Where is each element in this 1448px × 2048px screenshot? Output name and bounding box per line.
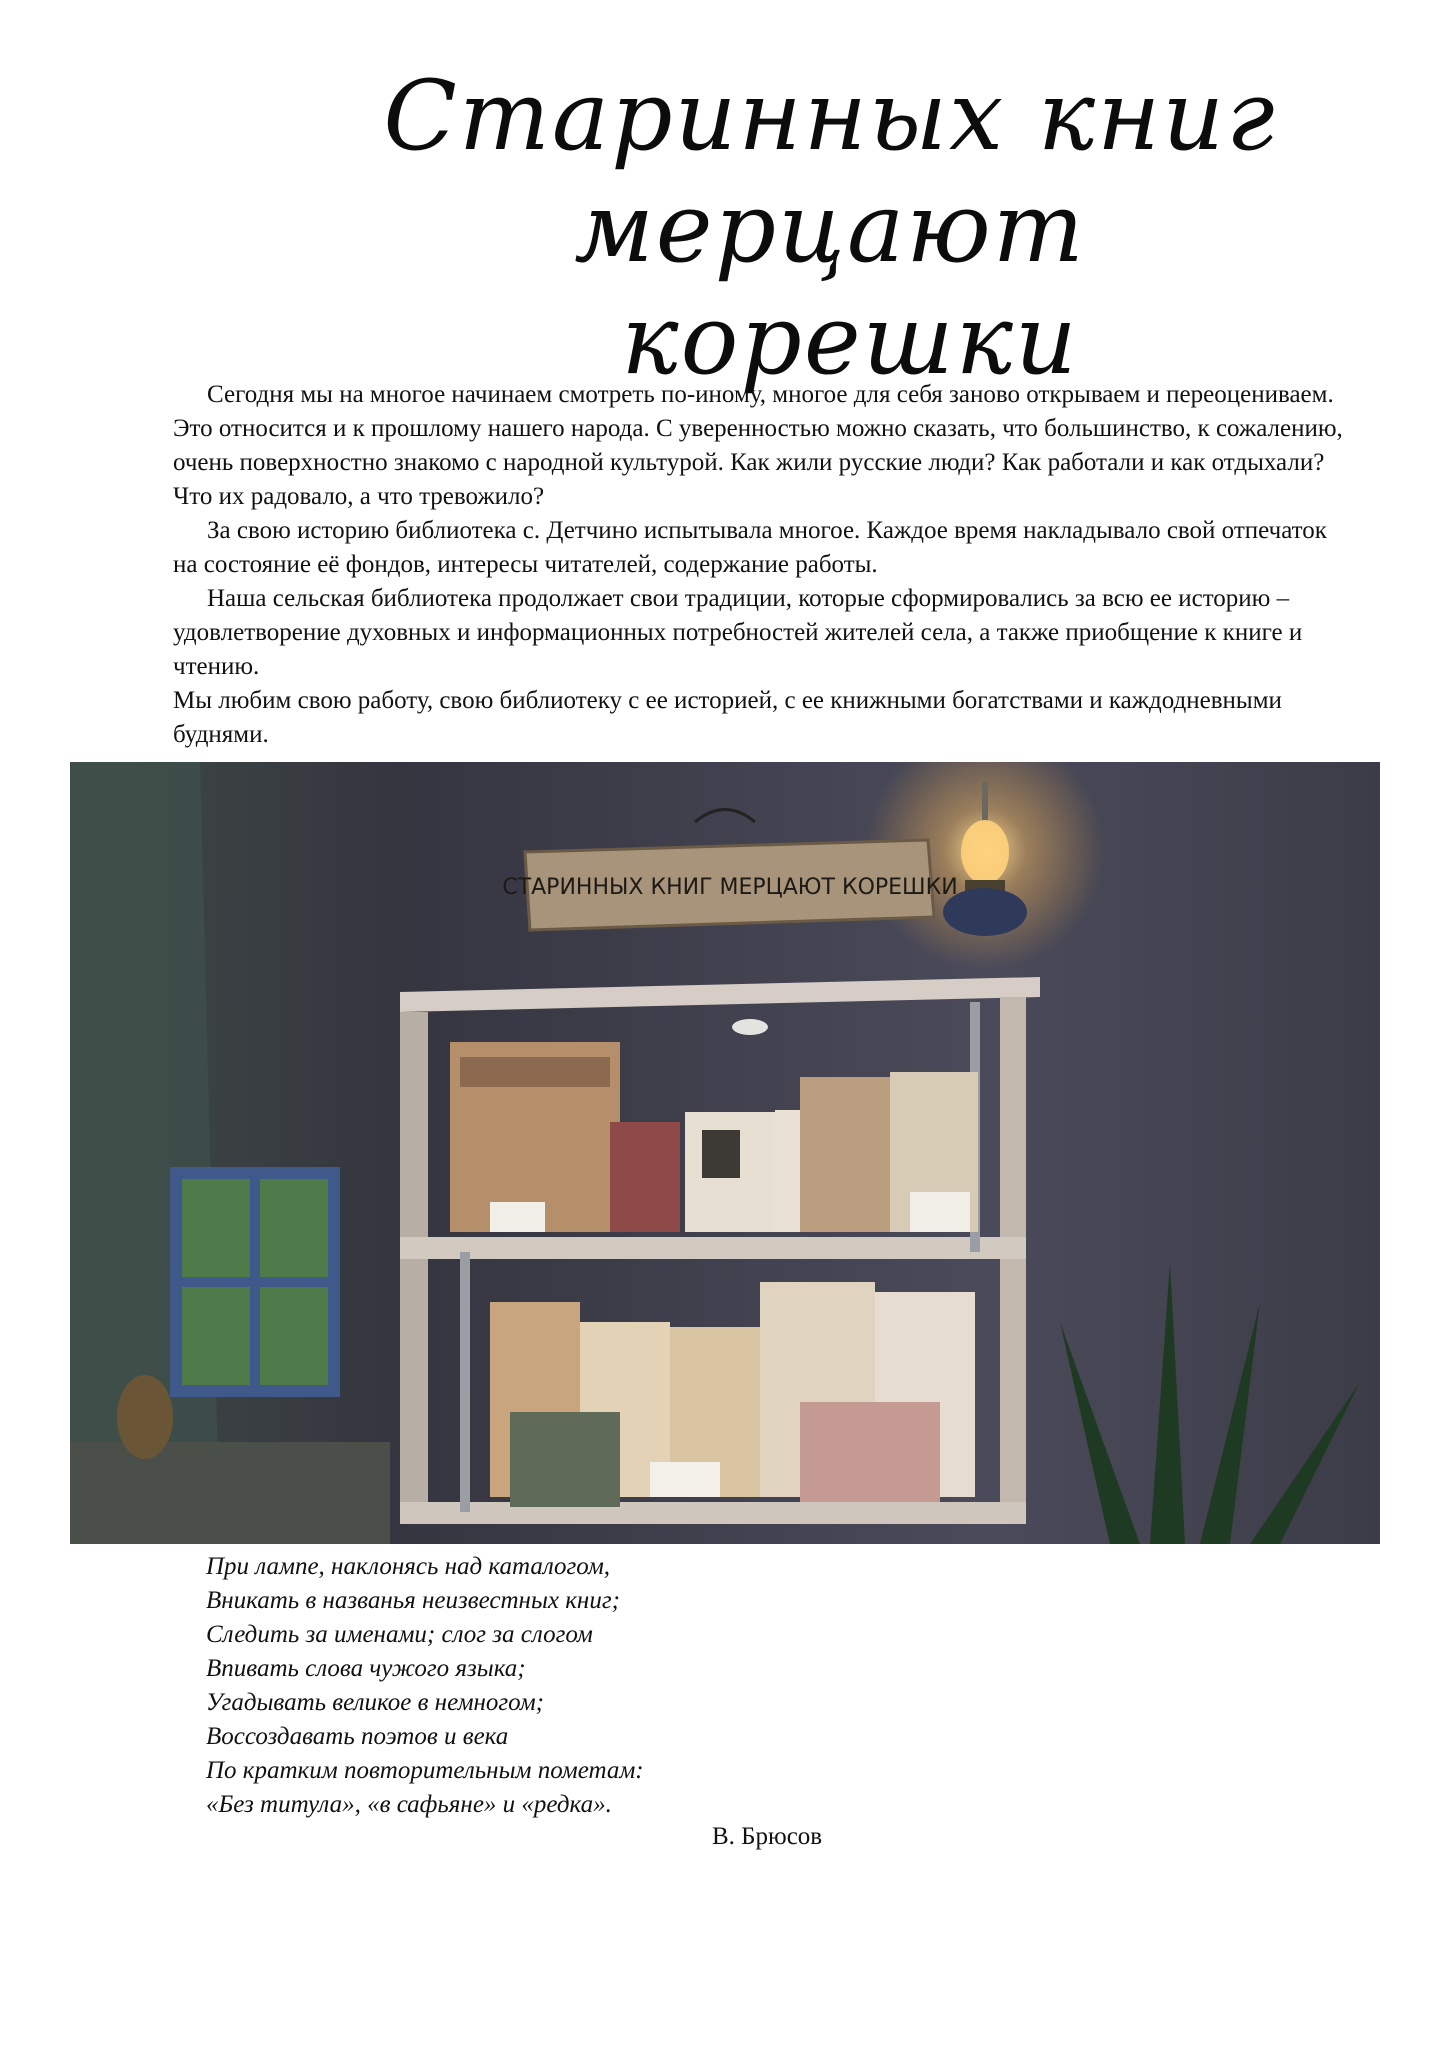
bookshelf-photo (70, 762, 1380, 1544)
poem (206, 1550, 1106, 1822)
poem-line: Угадывать великое в немногом; (206, 1689, 545, 1716)
poem-line: «Без титула», «в сафьяне» и «редка». (206, 1791, 612, 1818)
poem-line: При лампе, наклонясь над каталогом, (206, 1553, 611, 1580)
title-line-1: Старинных книг мерцают (383, 60, 1277, 284)
samovar (117, 1375, 173, 1459)
paragraph: Сегодня мы на многое начинаем смотреть по-иному, многое для себя заново открываем и переоцениваем. Это относится и к прошлому нашего народа. С уверенностью можно сказать, что большинство, к сожалению, очень поверхностно знакомо с народной культурой. Как жили русские люди? Как работали и как отдыхали? Что их радовало, а что тревожило? (173, 381, 1343, 510)
poem-line: По кратким повторительным пометам: (206, 1757, 644, 1784)
poem-line: Следить за именами; слог за слогом (206, 1621, 593, 1648)
bookshelf-illustration (70, 762, 1380, 1544)
sign-text: СТАРИННЫХ КНИГ МЕРЦАЮТ КОРЕШКИ (502, 875, 958, 900)
window-painting (170, 1167, 340, 1397)
poem-author: В. Брюсов (712, 1823, 823, 1850)
poem-line: Воссоздавать поэтов и века (206, 1723, 509, 1750)
paragraph: Наша сельская библиотека продолжает свои традиции, которые сформировались за всю ее историю – удовлетворение духовных и информационных потребностей жителей села, а также приобщение к книге и чтению. (173, 585, 1303, 680)
page-title (260, 60, 1400, 396)
poem-line: Вникать в названья неизвестных книг; (206, 1587, 620, 1614)
paragraph: Мы любим свою работу, свою библиотеку с ее историей, с ее книжными богатствами и каждодневными буднями. (173, 687, 1282, 748)
title-line-2: корешки (621, 284, 1079, 396)
paragraph: За свою историю библиотека с. Детчино испытывала многое. Каждое время накладывало свой отпечаток на состояние её фондов, интересы читателей, содержание работы. (173, 517, 1327, 578)
side-table (70, 1442, 390, 1544)
poem-line: Впивать слова чужого языка; (206, 1655, 526, 1682)
intro-text (173, 378, 1353, 752)
